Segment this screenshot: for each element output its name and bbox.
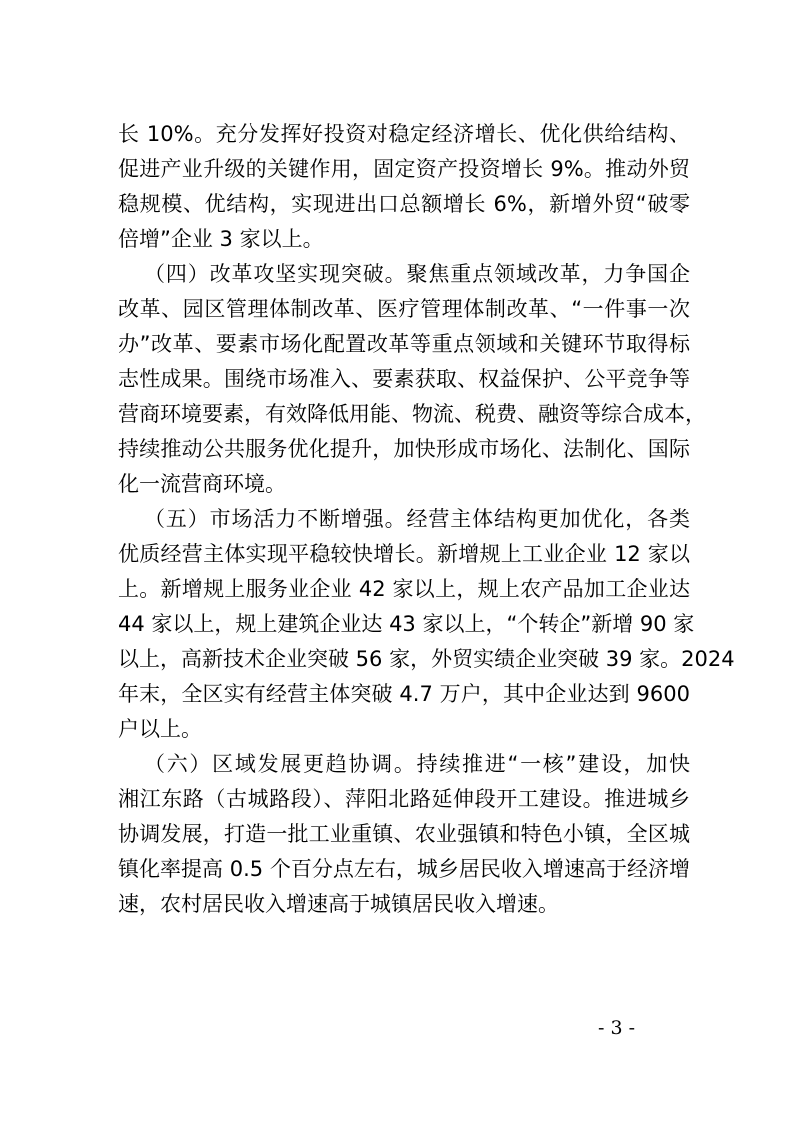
text-line: 速，农村居民收入增速高于城镇居民收入增速。 [118, 892, 559, 916]
text-line: 以上，高新技术企业突破 56 家，外贸实绩企业突破 39 家。2024 [118, 647, 735, 671]
text-line: 稳规模、优结构，实现进出口总额增长 6%，新增外贸“破零 [118, 192, 690, 216]
text-line: 改革、园区管理体制改革、医疗管理体制改革、“一件事一次 [118, 297, 690, 321]
text-line: 镇化率提高 0.5 个百分点左右，城乡居民收入增速高于经济增 [118, 857, 690, 881]
text-line: 户以上。 [118, 717, 202, 741]
text-line: 长 10%。充分发挥好投资对稳定经济增长、优化供给结构、 [118, 122, 690, 146]
page-number: - 3 - [598, 1017, 636, 1039]
text-line: 化一流营商环境。 [118, 472, 286, 496]
text-line: 营商环境要素，有效降低用能、物流、税费、融资等综合成本， [118, 402, 706, 426]
text-line: 协调发展，打造一批工业重镇、农业强镇和特色小镇，全区城 [118, 822, 690, 846]
text-line: 优质经营主体实现平稳较快增长。新增规上工业企业 12 家以 [118, 542, 690, 566]
paragraph-heading-line: （四）改革攻坚实现突破。聚焦重点领域改革，力争国企 [144, 262, 690, 286]
text-line: 倍增”企业 3 家以上。 [118, 227, 324, 251]
document-body [118, 117, 735, 922]
text-line: 44 家以上，规上建筑企业达 43 家以上，“个转企”新增 90 家 [118, 612, 695, 636]
paragraph-heading-line: （五）市场活力不断增强。经营主体结构更加优化，各类 [144, 507, 690, 531]
text-line: 持续推动公共服务优化提升，加快形成市场化、法制化、国际 [118, 437, 690, 461]
text-line: 志性成果。围绕市场准入、要素获取、权益保护、公平竞争等 [118, 367, 690, 391]
text-line: 湘江东路（古城路段）、萍阳北路延伸段开工建设。推进城乡 [118, 787, 690, 811]
text-line: 促进产业升级的关键作用，固定资产投资增长 9%。推动外贸 [118, 157, 690, 181]
text-line: 办”改革、要素市场化配置改革等重点领域和关键环节取得标 [118, 332, 690, 356]
text-line: 上。新增规上服务业企业 42 家以上，规上农产品加工企业达 [118, 577, 690, 601]
text-line: 年末，全区实有经营主体突破 4.7 万户，其中企业达到 9600 [118, 682, 690, 706]
paragraph-heading-line: （六）区域发展更趋协调。持续推进“一核”建设，加快 [144, 752, 690, 776]
